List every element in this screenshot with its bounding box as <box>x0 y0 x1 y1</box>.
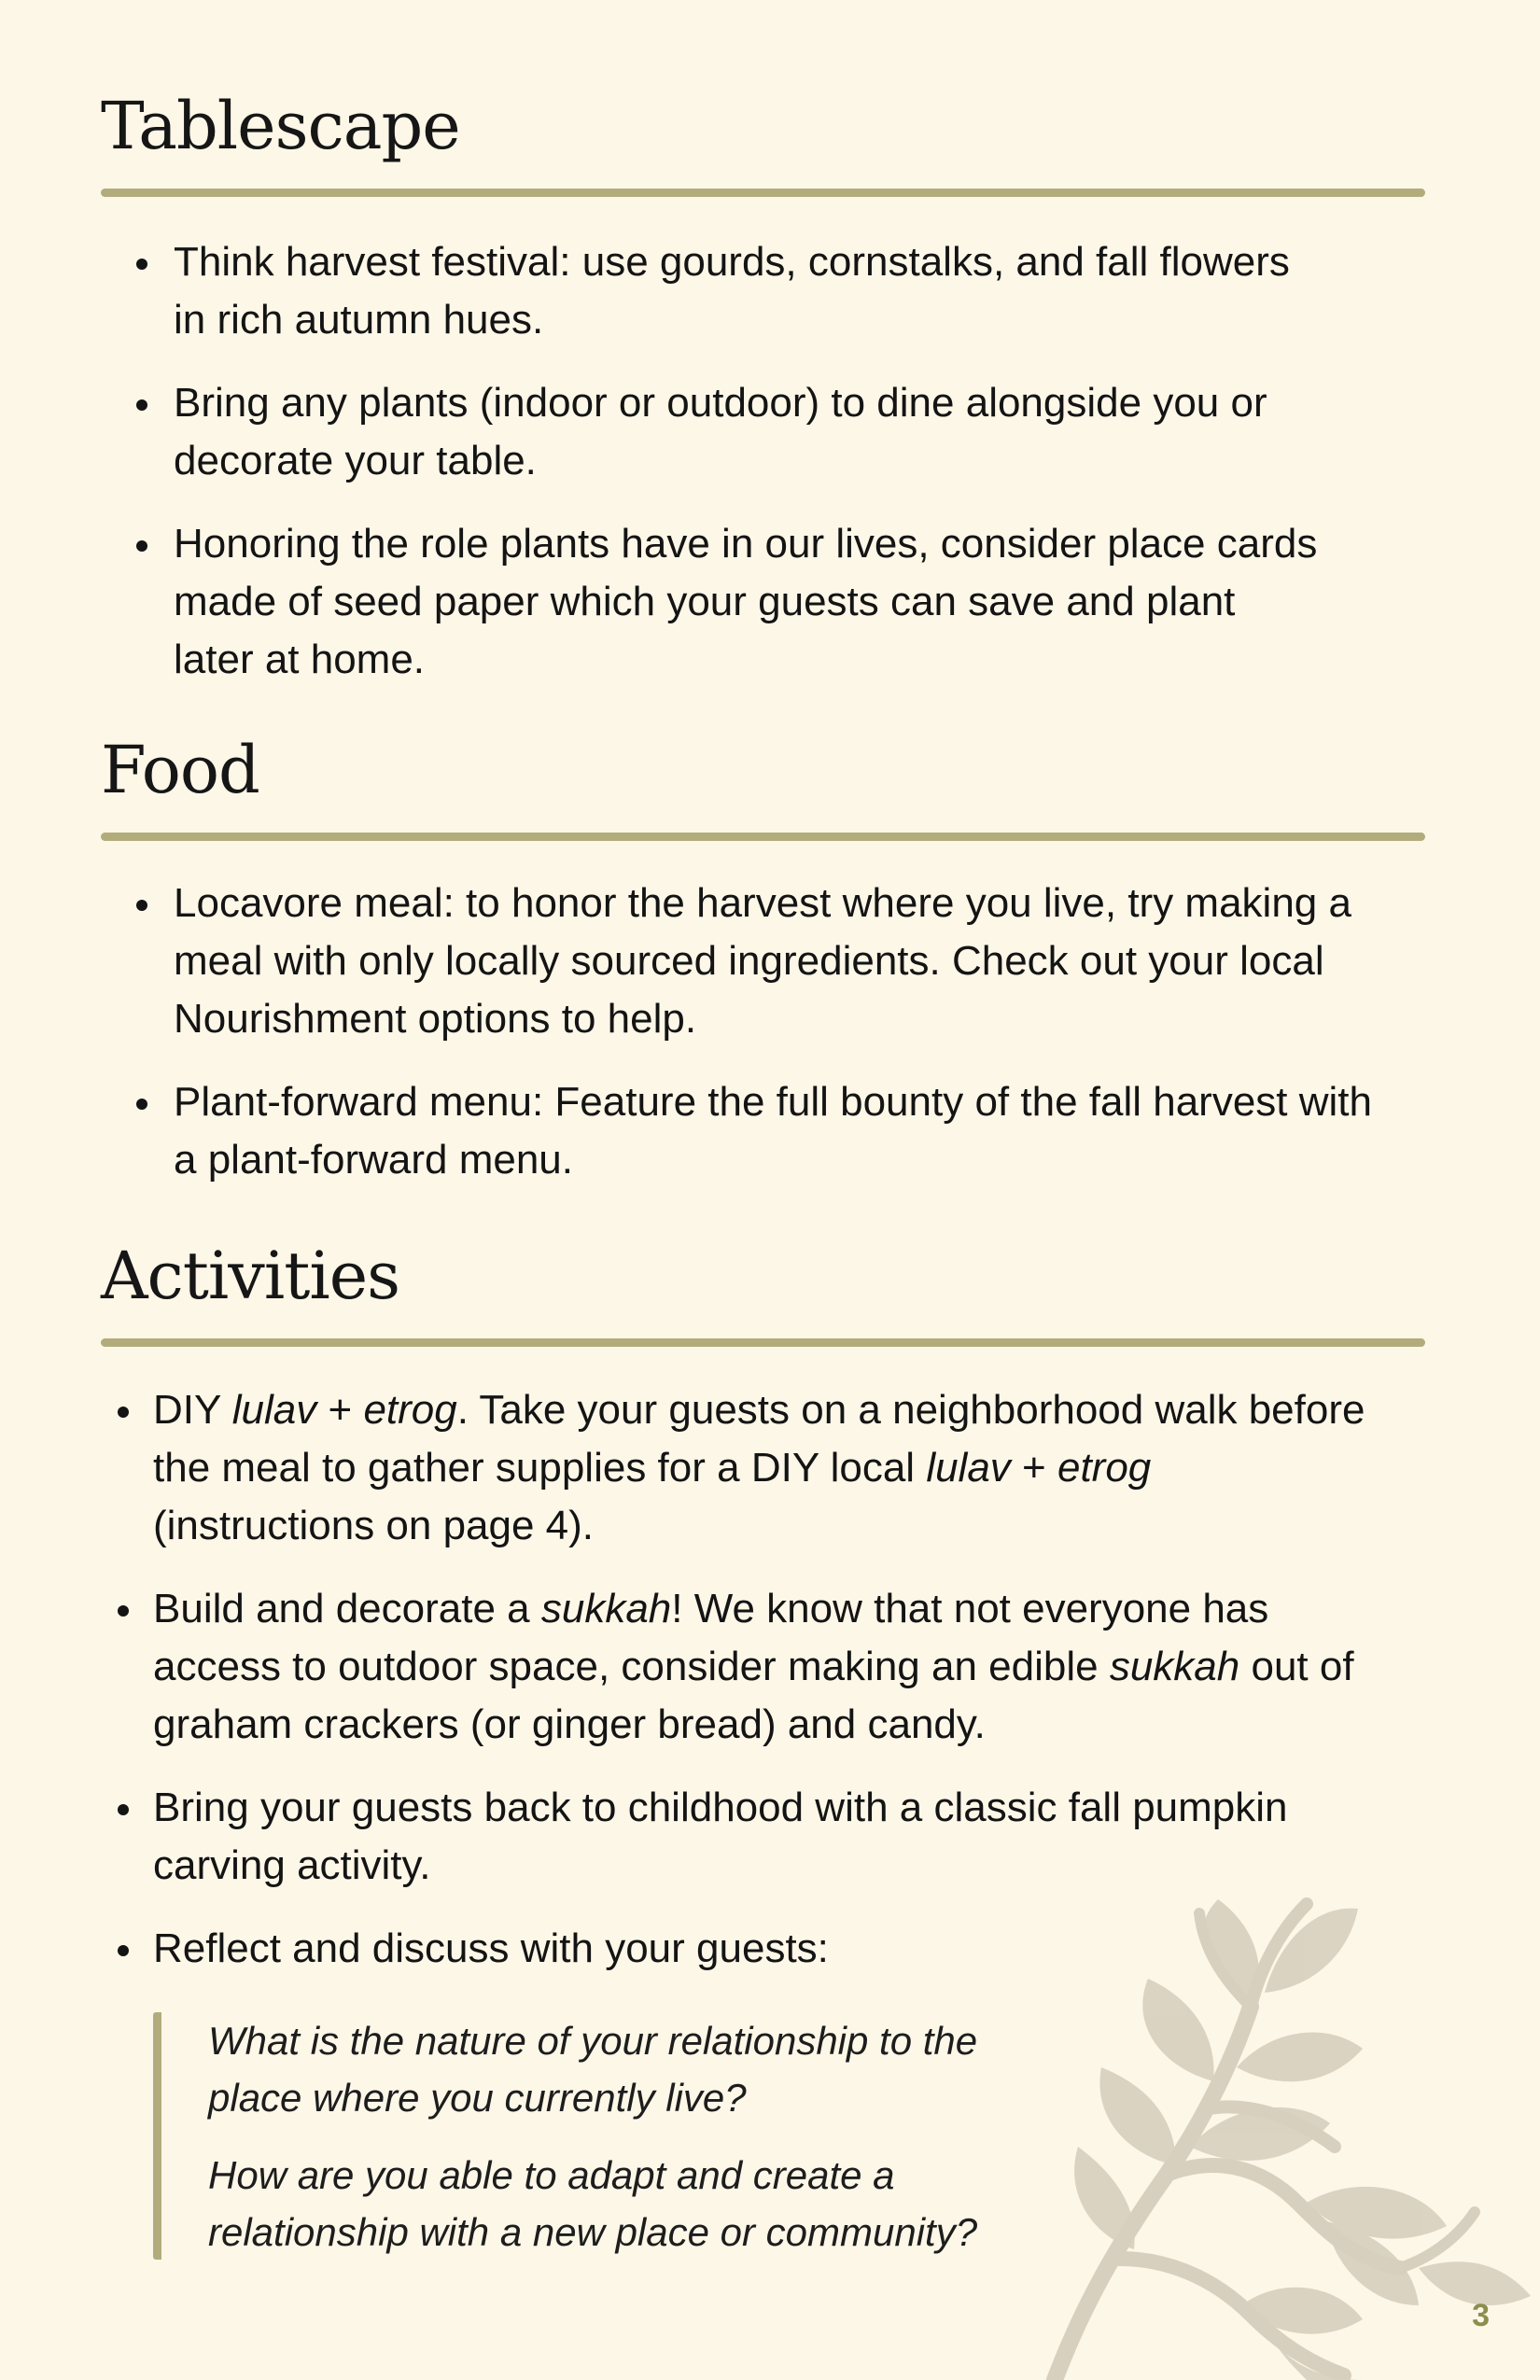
list-item: Bring your guests back to childhood with a classic fall pumpkin carving activity. <box>101 1779 1426 1895</box>
section-rule <box>101 833 1425 841</box>
bullet-list-tablescape <box>101 233 1426 689</box>
leaf-branch-icon <box>1027 1867 1540 2380</box>
list-item: Build and decorate a sukkah! We know that not everyone has access to outdoor space, consider making an edible sukkah out of graham crackers (or ginger bread) and candy. <box>101 1580 1426 1754</box>
section-title-activities: Activities <box>101 1238 400 1314</box>
section-title-tablescape: Tablescape <box>101 88 460 164</box>
list-item: Locavore meal: to honor the harvest where you live, try making a meal with only locally sourced ingredients. Check out your local Nourishment options to help. <box>101 875 1426 1048</box>
reflection-question: What is the nature of your relationship to the place where you currently live? <box>208 2019 978 2120</box>
list-item: Bring any plants (indoor or outdoor) to dine alongside you or decorate your table. <box>101 374 1426 490</box>
list-item: DIY lulav + etrog. Take your guests on a neighborhood walk before the meal to gather supplies for a DIY local lulav + etrog (instructions on page 4). <box>101 1381 1426 1555</box>
list-item: Think harvest festival: use gourds, cornstalks, and fall flowers in rich autumn hues. <box>101 233 1426 349</box>
list-item: Reflect and discuss with your guests: <box>101 1920 1426 1978</box>
list-item: Honoring the role plants have in our lives, consider place cards made of seed paper which your guests can save and plant later at home. <box>101 515 1426 689</box>
section-tablescape <box>101 88 1426 714</box>
reflection-question: How are you able to adapt and create a relationship with a new place or community? <box>208 2153 978 2254</box>
page-number: 3 <box>1472 2298 1490 2333</box>
bullet-list-food <box>101 875 1426 1189</box>
section-rule <box>101 1338 1425 1347</box>
section-rule <box>101 189 1425 197</box>
section-food <box>101 732 1426 1214</box>
reflection-quote-block <box>153 2012 1030 2260</box>
list-item: Plant-forward menu: Feature the full bounty of the fall harvest with a plant-forward menu. <box>101 1073 1426 1189</box>
section-title-food: Food <box>101 732 259 808</box>
